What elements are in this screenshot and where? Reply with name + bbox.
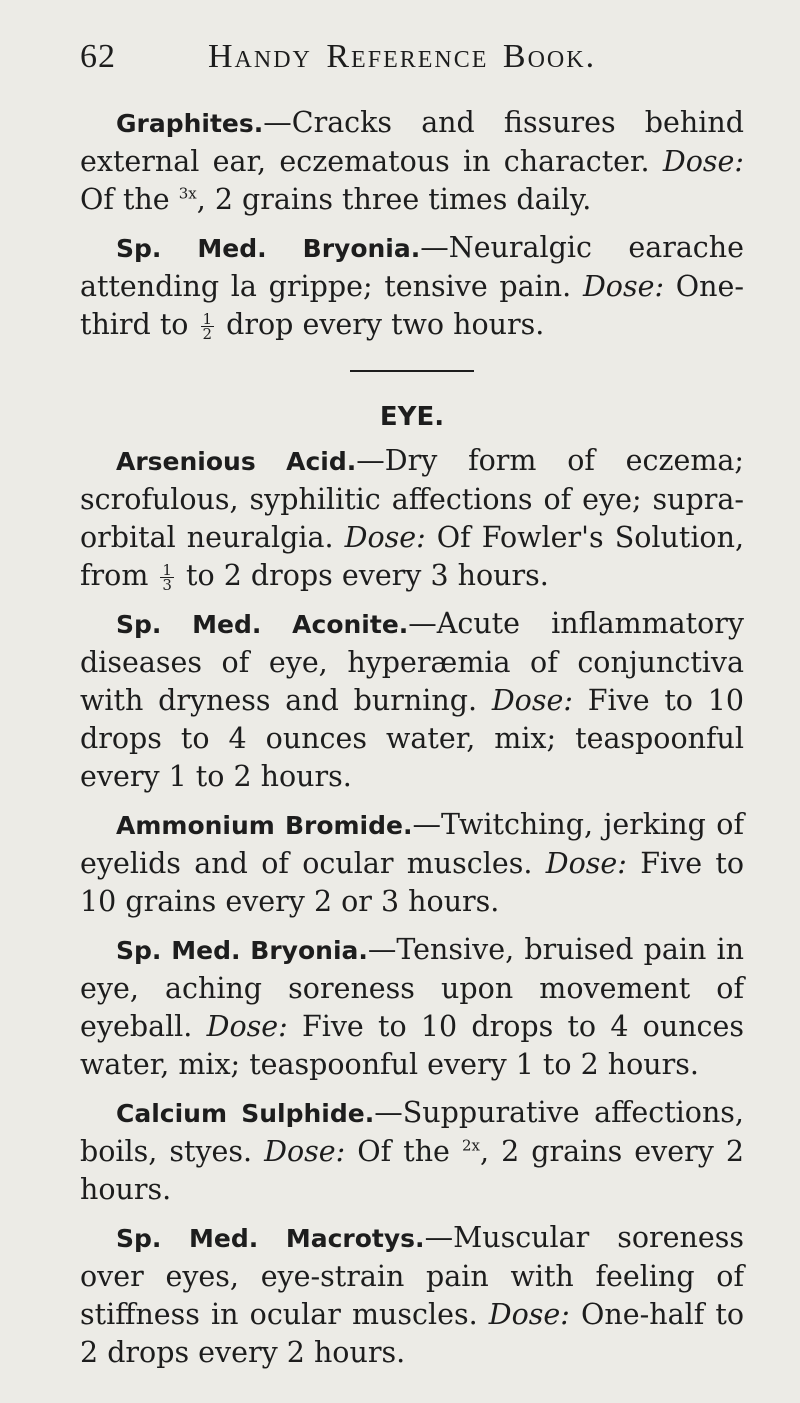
- dose-post: One-half to 2 drops every 2 hours.: [80, 1298, 745, 1369]
- section-divider: [350, 370, 474, 372]
- entry-text: —Twitching, jerking of eyelids and of ocular muscles.: [80, 808, 744, 880]
- dose-post: Five to 10 grains every 2 or 3 hours.: [80, 847, 745, 918]
- dose-label: Dose:: [206, 1010, 288, 1043]
- fraction: [201, 312, 215, 341]
- entry-lead: Sp. Med. Aconite.: [116, 610, 409, 639]
- dose-post: to 2 drops every 3 hours.: [186, 559, 549, 592]
- entry-lead: Sp. Med. Bryonia.: [116, 936, 368, 965]
- dose-post: , 2 grains three times daily.: [196, 183, 592, 216]
- entry-bryonia-ear: [80, 229, 744, 344]
- entry-lead: Sp. Med. Macrotys.: [116, 1224, 425, 1253]
- dose-label: Dose:: [491, 684, 573, 717]
- fraction-numerator: 1: [202, 310, 213, 328]
- dose-post: Five to 10 drops to 4 ounces water, mix; teaspoonful every 1 to 2 hours.: [80, 1010, 744, 1081]
- dose-post: Five to 10 drops to 4 ounces water, mix; teaspoonful every 1 to 2 hours.: [80, 684, 744, 793]
- dose-pre: Of the: [357, 1135, 450, 1168]
- fraction-denominator: 2: [202, 325, 213, 343]
- dose-pre: Of Fowler's Solution, from: [80, 521, 745, 592]
- entry-lead: Ammonium Bromide.: [116, 811, 413, 840]
- entry-text: —Acute inflammatory diseases of eye, hyperæmia of conjunctiva with dryness and burning.: [80, 607, 744, 717]
- entry-calcium-sulphide: [80, 1094, 744, 1209]
- text-block: [80, 104, 744, 1382]
- fraction: [160, 563, 174, 592]
- entry-text: —Muscular soreness over eyes, eye-strain pain with feeling of stiffness in ocular muscles.: [80, 1221, 744, 1331]
- entry-ammonium-bromide: [80, 806, 744, 921]
- entry-arsenious-acid: [80, 442, 744, 595]
- entry-lead: Calcium Sulphide.: [116, 1099, 375, 1128]
- section-heading: EYE.: [379, 402, 445, 432]
- entry-bryonia-eye: [80, 931, 744, 1084]
- entry-text: —Neuralgic earache attending la grippe; tensive pain.: [80, 231, 744, 303]
- dose-label: Dose:: [344, 521, 426, 554]
- potency-superscript: 2x: [461, 1136, 480, 1155]
- fraction-denominator: 3: [162, 576, 172, 594]
- entry-lead: Sp. Med. Bryonia.: [116, 234, 421, 263]
- fraction-numerator: 1: [162, 561, 172, 579]
- dose-label: Dose:: [488, 1298, 570, 1331]
- running-title: Handy Reference Book.: [208, 38, 597, 75]
- entry-macrotys: [80, 1219, 744, 1372]
- potency-superscript: 3x: [178, 184, 197, 203]
- entry-text: —Dry form of eczema; scrofulous, syphilitic affections of eye; supra-orbital neuralgia.: [80, 444, 744, 554]
- entry-lead: Arsenious Acid.: [116, 447, 357, 476]
- entry-graphites: [80, 104, 744, 219]
- running-head: [80, 38, 742, 88]
- entry-lead: Graphites.: [116, 109, 264, 138]
- entry-text: —Tensive, bruised pain in eye, aching soreness upon movement of eyeball.: [80, 933, 744, 1043]
- dose-label: Dose:: [545, 847, 627, 880]
- dose-label: Dose:: [264, 1135, 346, 1168]
- dose-post: , 2 grains every 2 hours.: [80, 1135, 745, 1206]
- dose-post: drop every two hours.: [226, 308, 545, 341]
- dose-label: Dose:: [582, 270, 665, 303]
- entry-text: —Cracks and fissures behind external ear, eczematous in character.: [80, 106, 744, 178]
- entry-text: —Suppurative affections, boils, styes.: [80, 1096, 744, 1168]
- dose-label: Dose:: [662, 145, 744, 178]
- entry-aconite: [80, 605, 744, 796]
- dose-pre: Of the: [80, 183, 170, 216]
- page-number: 62: [80, 38, 116, 75]
- dose-pre: One-third to: [80, 270, 744, 341]
